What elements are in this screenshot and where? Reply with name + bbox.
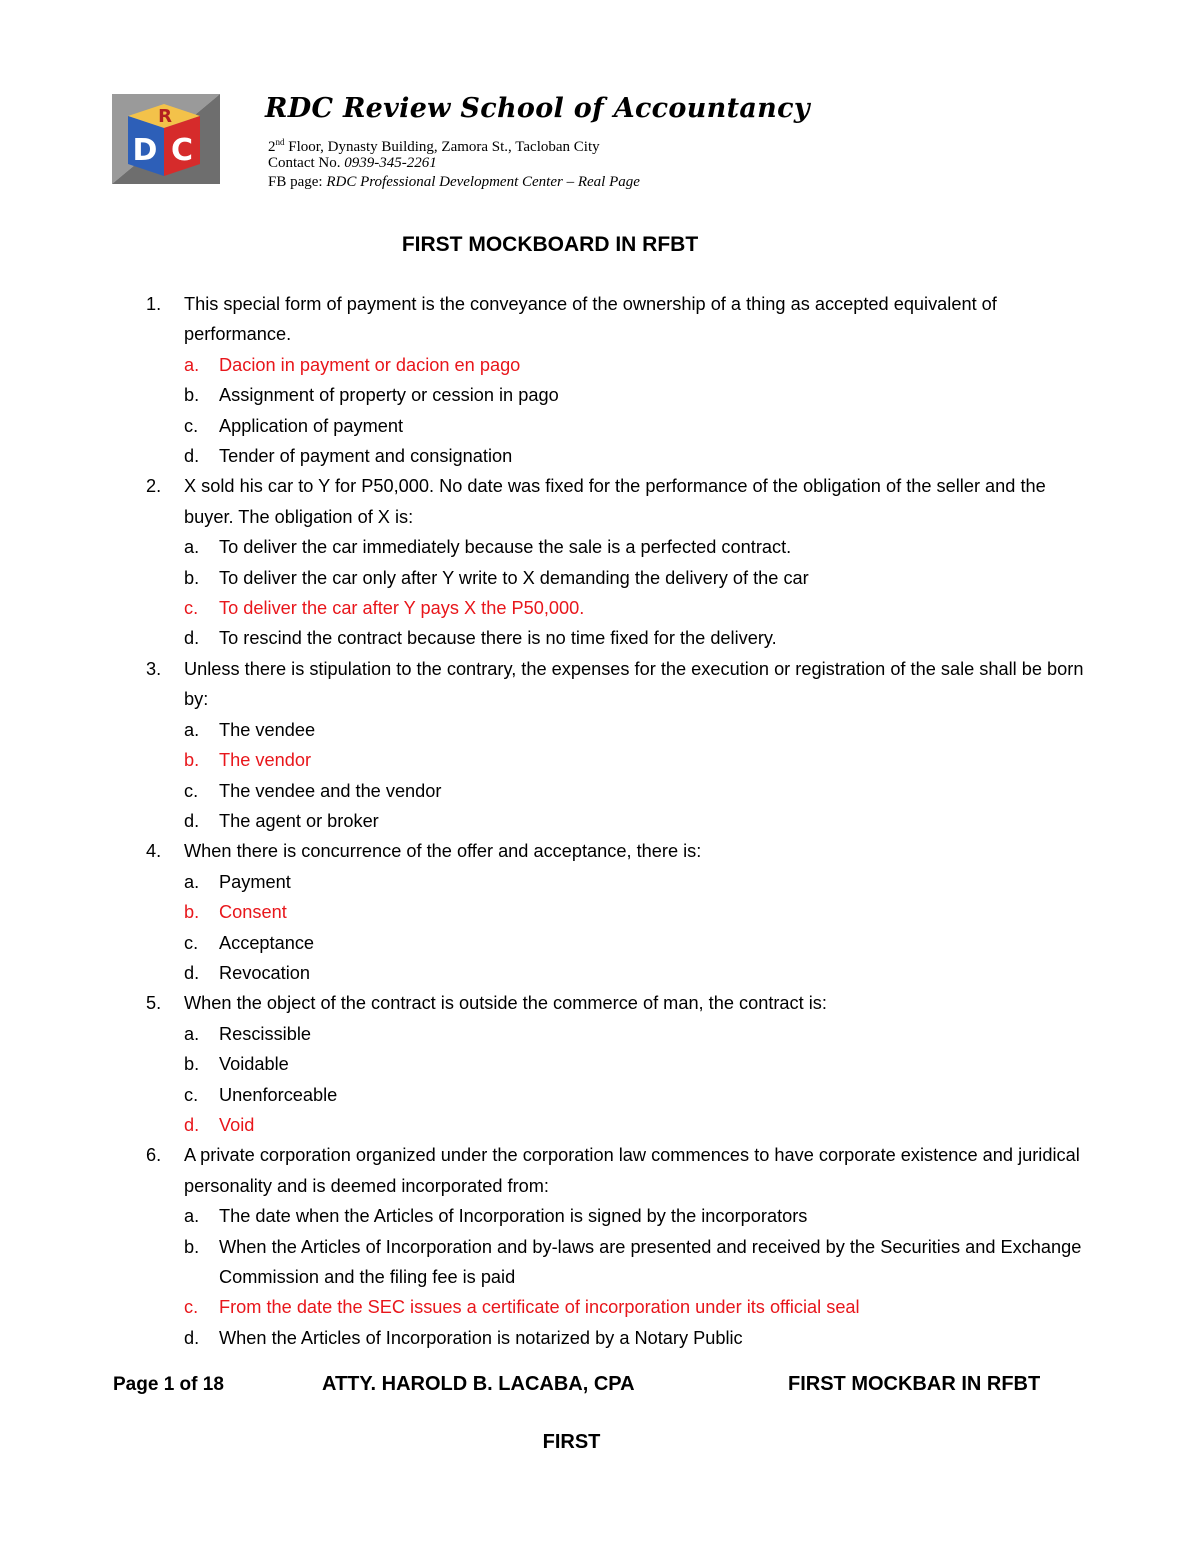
- option-letter: a.: [184, 871, 200, 892]
- footer-exam-code: FIRST MOCKBAR IN RFBT: [788, 1373, 1041, 1395]
- logo-letter-d: D: [132, 133, 158, 168]
- option: [146, 1323, 1086, 1353]
- option: [146, 350, 1086, 380]
- option-text: Assignment of property or cession in pago: [219, 385, 559, 406]
- question-list: [146, 289, 1086, 1353]
- option-letter: b.: [184, 567, 200, 588]
- option-text: To rescind the contract because there is no time fixed for the delivery.: [219, 628, 777, 649]
- question-4: [146, 836, 1086, 866]
- question-number: 2.: [146, 476, 162, 497]
- option: [146, 380, 1086, 410]
- contact-line: [268, 155, 437, 172]
- option-letter: a.: [184, 354, 200, 375]
- question-stem: This special form of payment is the conveyance of the ownership of a thing as accepted equivalent of performance.: [184, 294, 997, 345]
- option-letter: c.: [184, 932, 199, 953]
- option: [146, 745, 1086, 775]
- question-5: [146, 988, 1086, 1018]
- question-3: [146, 654, 1086, 715]
- option: [146, 958, 1086, 988]
- option: [146, 1110, 1086, 1140]
- option-text: To deliver the car immediately because the sale is a perfected contract.: [219, 537, 792, 558]
- option: [146, 1292, 1086, 1322]
- fb-page: RDC Professional Development Center – Real Page: [326, 174, 640, 190]
- option: [146, 1049, 1086, 1079]
- option: [146, 593, 1086, 623]
- option: [146, 928, 1086, 958]
- option: [146, 715, 1086, 745]
- option-text: When the Articles of Incorporation is notarized by a Notary Public: [219, 1327, 743, 1348]
- school-address: [268, 137, 600, 156]
- contact-number: 0939-345-2261: [344, 155, 437, 171]
- question-stem: When the object of the contract is outside the commerce of man, the contract is:: [184, 993, 827, 1014]
- option-text: Unenforceable: [219, 1084, 338, 1105]
- question-1: [146, 289, 1086, 350]
- option-letter: d.: [184, 628, 200, 649]
- option: [146, 1019, 1086, 1049]
- address-floor-suffix: nd: [275, 137, 285, 147]
- option: [146, 532, 1086, 562]
- option-text: The vendee and the vendor: [219, 780, 442, 801]
- option: [146, 776, 1086, 806]
- question-number: 4.: [146, 841, 162, 862]
- option-letter: d.: [184, 1327, 200, 1348]
- fb-label: FB page:: [268, 174, 327, 190]
- option-letter: c.: [184, 598, 199, 619]
- option-text: Void: [219, 1114, 255, 1135]
- question-stem: A private corporation organized under the corporation law commences to have corporate existence and juridical personality and is deemed incorporated from:: [184, 1145, 1080, 1196]
- page-total: 18: [202, 1374, 224, 1395]
- option-text: To deliver the car after Y pays X the P50,000.: [219, 598, 585, 619]
- page-of: of: [174, 1374, 203, 1395]
- question-number: 5.: [146, 993, 162, 1014]
- option-letter: b.: [184, 1236, 200, 1257]
- logo-letter-c: C: [170, 133, 194, 168]
- question-stem: X sold his car to Y for P50,000. No date was fixed for the performance of the obligation of the seller and the buyer. The obligation of X is:: [184, 476, 1046, 527]
- option: [146, 1232, 1086, 1293]
- option-text: Application of payment: [219, 415, 404, 436]
- option-text: Tender of payment and consignation: [219, 446, 513, 467]
- option-letter: d.: [184, 446, 200, 467]
- address-floor-number: 2: [268, 139, 276, 155]
- question-2: [146, 471, 1086, 532]
- option-text: Rescissible: [219, 1023, 311, 1044]
- option-letter: a.: [184, 1023, 200, 1044]
- option-text: From the date the SEC issues a certificate of incorporation under its official seal: [219, 1297, 860, 1318]
- document-title: FIRST MOCKBOARD IN RFBT: [401, 233, 699, 256]
- option-letter: c.: [184, 1084, 199, 1105]
- question-6: [146, 1140, 1086, 1201]
- option-text: Dacion in payment or dacion en pago: [219, 354, 521, 375]
- option-text: The vendee: [219, 719, 316, 740]
- page-current: 1: [163, 1374, 175, 1395]
- option-text: Payment: [219, 871, 291, 892]
- option-text: Consent: [219, 902, 287, 923]
- option-letter: c.: [184, 415, 199, 436]
- option-text: When the Articles of Incorporation and by-laws are presented and received by the Securities and Exchange Commission and the filing fee is paid: [219, 1236, 1082, 1287]
- option-text: The vendor: [219, 750, 312, 771]
- question-number: 1.: [146, 294, 162, 314]
- option: [146, 563, 1086, 593]
- option-letter: c.: [184, 780, 199, 801]
- option: [146, 441, 1086, 471]
- option-letter: b.: [184, 385, 200, 406]
- option-text: To deliver the car only after Y write to X demanding the delivery of the car: [219, 567, 809, 588]
- question-stem: When there is concurrence of the offer and acceptance, there is:: [184, 841, 702, 862]
- option-letter: b.: [184, 902, 200, 923]
- rdc-logo: [112, 94, 220, 184]
- option: [146, 1201, 1086, 1231]
- option-letter: b.: [184, 1054, 200, 1075]
- option-text: The date when the Articles of Incorporation is signed by the incorporators: [219, 1206, 808, 1227]
- option-text: Revocation: [219, 962, 310, 983]
- school-name: RDC Review School of Accountancy: [265, 93, 810, 124]
- address-rest: Floor, Dynasty Building, Zamora St., Tacloban City: [284, 139, 600, 155]
- option-letter: a.: [184, 537, 200, 558]
- option-letter: b.: [184, 750, 200, 771]
- question-number: 3.: [146, 658, 162, 679]
- question-stem: Unless there is stipulation to the contrary, the expenses for the execution or registration of the sale shall be born by:: [184, 658, 1084, 710]
- footer-author: ATTY. HAROLD B. LACABA, CPA: [322, 1373, 635, 1395]
- page-prefix: Page: [113, 1374, 164, 1395]
- option: [146, 411, 1086, 441]
- option-letter: c.: [184, 1297, 199, 1318]
- option: [146, 1080, 1086, 1110]
- option-text: Voidable: [219, 1054, 289, 1075]
- question-number: 6.: [146, 1145, 162, 1166]
- option-letter: d.: [184, 810, 200, 831]
- option-letter: a.: [184, 1206, 200, 1227]
- page-indicator: [113, 1374, 224, 1396]
- option: [146, 897, 1086, 927]
- fb-line: [268, 174, 640, 191]
- option-text: Acceptance: [219, 932, 315, 953]
- logo-letter-r: R: [158, 106, 172, 127]
- option-text: The agent or broker: [219, 810, 379, 831]
- contact-label: Contact No.: [268, 155, 345, 171]
- option-letter: d.: [184, 1114, 200, 1135]
- option: [146, 623, 1086, 653]
- option: [146, 867, 1086, 897]
- option: [146, 806, 1086, 836]
- footer-bottom-label: FIRST: [542, 1431, 601, 1453]
- option-letter: d.: [184, 962, 200, 983]
- option-letter: a.: [184, 719, 200, 740]
